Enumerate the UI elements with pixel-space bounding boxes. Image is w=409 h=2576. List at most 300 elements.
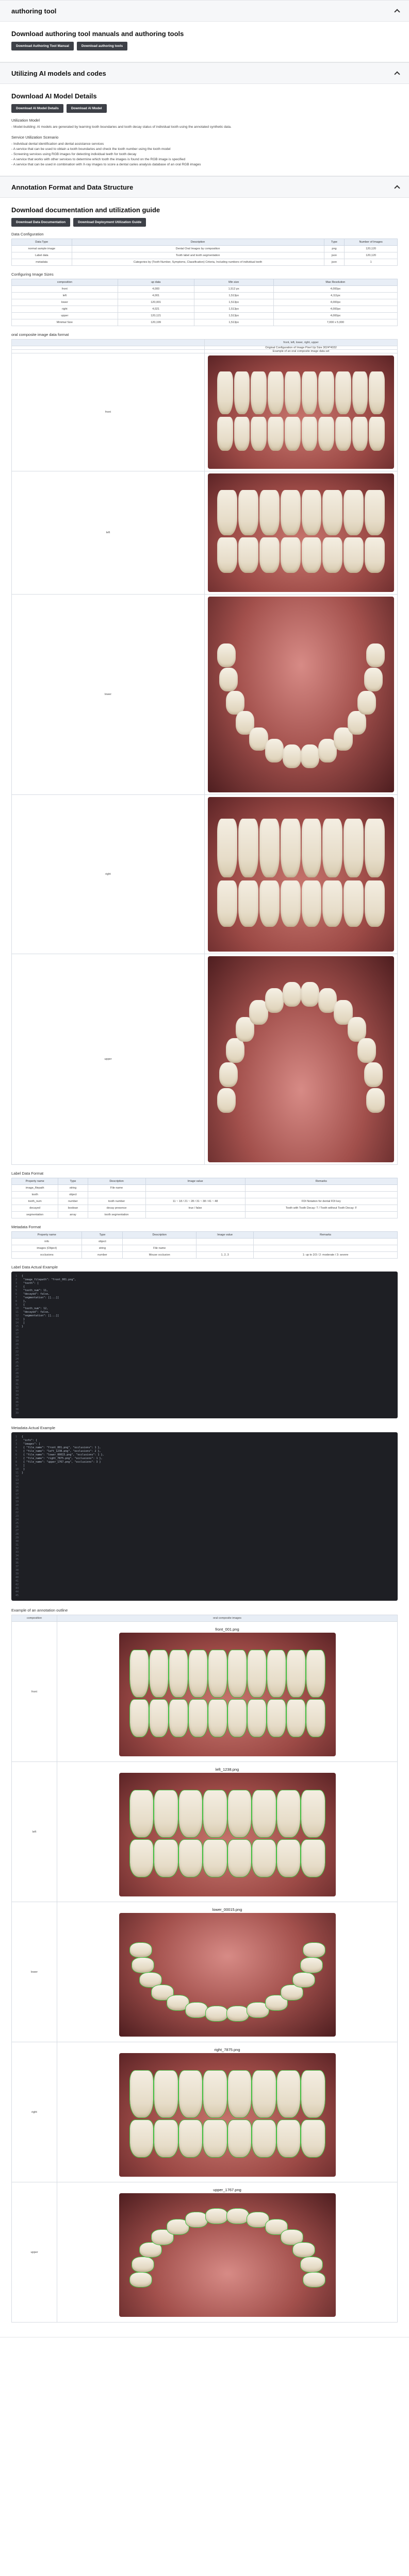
code-line <box>15 1587 394 1590</box>
tooth <box>283 744 301 768</box>
code-line <box>15 1340 394 1343</box>
metadata-format-table <box>11 1231 398 1259</box>
meta-heading: Metadata Format <box>11 1225 41 1229</box>
code-text: { "file_name": "front_001.png", "occlusions": 1 }, <box>22 1446 101 1449</box>
table-row <box>12 246 398 252</box>
service-list <box>11 142 398 167</box>
table-cell: lower <box>12 299 118 306</box>
code-text: ] <box>22 1464 25 1467</box>
code-line <box>15 1275 394 1278</box>
tooth <box>285 417 301 451</box>
figure-card <box>114 1907 341 2037</box>
upper-row <box>217 490 385 535</box>
figure-card <box>114 2188 341 2317</box>
line-number: 29 <box>15 1536 19 1539</box>
column-header: front, left, lower, right, upper <box>205 340 398 346</box>
upper-row <box>130 1650 325 1697</box>
table-cell <box>245 1212 397 1218</box>
table-header-row <box>12 340 398 346</box>
table-row <box>12 350 398 353</box>
table-cell: decay presence <box>88 1205 145 1212</box>
tooth <box>265 988 284 1013</box>
table-cell: 4,001 <box>118 293 194 299</box>
code-line <box>15 1394 394 1397</box>
tooth <box>306 1700 325 1737</box>
tooth <box>238 819 258 877</box>
table-cell: tooth_num <box>12 1198 58 1205</box>
line-number: 34 <box>15 1554 19 1557</box>
line-number: 2 <box>15 1439 18 1442</box>
line-number: 8 <box>15 1461 18 1464</box>
tooth <box>130 1943 152 1958</box>
table-cell: occlusions <box>12 1252 82 1259</box>
line-number: 16 <box>15 1329 19 1332</box>
line-number: 32 <box>15 1547 19 1550</box>
tooth <box>364 1062 383 1087</box>
code-line <box>15 1554 394 1558</box>
table-cell: Dental Oral Images by composition <box>72 246 324 252</box>
column-header: Description <box>123 1232 197 1239</box>
service-line: - Screening services using RGB images for detecting individual teeth for tooth decay <box>11 152 137 156</box>
tooth <box>352 417 368 451</box>
tooth <box>234 417 250 451</box>
tooth <box>227 2209 249 2224</box>
tooth <box>301 1840 325 1877</box>
tooth <box>365 819 385 877</box>
code-text: { "file_name": "lower_00015.png", "occlusions": 1 }, <box>22 1453 104 1456</box>
figure-title: front_001.png <box>215 1627 239 1632</box>
table-cell: upper <box>12 313 118 319</box>
tooth <box>252 2120 276 2157</box>
tooth <box>228 1700 247 1737</box>
composite-table <box>11 339 398 1165</box>
table-row <box>12 1902 398 2042</box>
tooth <box>301 2071 325 2117</box>
photo-cell <box>205 353 398 471</box>
tooth <box>285 371 301 415</box>
tooth <box>217 880 237 927</box>
table-header-row <box>12 1232 398 1239</box>
tooth <box>301 1790 325 1837</box>
code-line <box>15 1536 394 1540</box>
table-cell: boolean <box>58 1205 88 1212</box>
table-cell: tooth segmentation <box>88 1212 145 1218</box>
line-number: 5 <box>15 1450 18 1453</box>
code-line <box>15 1583 394 1587</box>
line-number: 33 <box>15 1551 19 1554</box>
lower-row <box>217 537 385 573</box>
table-row <box>12 1205 398 1212</box>
table-cell: File name <box>123 1245 197 1252</box>
code-line <box>15 1562 394 1565</box>
section-header-authoring-tool[interactable] <box>0 0 409 22</box>
table-cell: File name <box>88 1185 145 1192</box>
tooth <box>259 490 280 535</box>
table-cell: 7,000 x 5,000 <box>273 319 397 326</box>
row-label: left <box>12 471 205 595</box>
chevron-up-icon[interactable] <box>394 70 401 77</box>
code-text: { "file_name": "right_7875.png", "occlusions": 1 }, <box>22 1457 103 1460</box>
line-number: 11 <box>15 1311 19 1314</box>
table-row <box>12 1762 398 1902</box>
code-line <box>15 1522 394 1526</box>
oral-photo <box>119 1633 336 1756</box>
line-number: 1 <box>15 1275 18 1278</box>
table-cell: 120,120 <box>345 252 398 259</box>
line-number: 10 <box>15 1468 19 1471</box>
tooth <box>283 982 301 1007</box>
table-cell: 4,000 <box>118 286 194 293</box>
line-number: 34 <box>15 1394 19 1397</box>
code-line <box>15 1336 394 1340</box>
tooth <box>259 819 280 877</box>
table-cell: 1,513px <box>194 306 273 313</box>
tooth <box>208 1650 227 1697</box>
tooth <box>186 2212 207 2227</box>
figure-cell <box>57 1902 398 2042</box>
line-number: 36 <box>15 1562 19 1565</box>
code-line <box>15 1533 394 1536</box>
table-cell <box>145 1192 245 1198</box>
table-row <box>12 2042 398 2182</box>
tooth <box>179 1790 203 1837</box>
table-cell: 1, 2, 3 <box>197 1252 254 1259</box>
tooth <box>217 490 237 535</box>
tooth <box>217 371 233 415</box>
table-header-row <box>12 1615 398 1622</box>
tooth <box>169 1650 188 1697</box>
tooth <box>130 2120 154 2157</box>
table-cell: 120,121 <box>118 313 194 319</box>
line-number: 24 <box>15 1518 19 1521</box>
tooth <box>238 537 258 573</box>
line-number: 8 <box>15 1300 18 1303</box>
code-line <box>15 1486 394 1489</box>
code-line <box>15 1289 394 1293</box>
lower-row <box>130 1700 325 1737</box>
section-header-ai[interactable] <box>0 62 409 84</box>
meta-json-heading: Metadata Actual Example <box>11 1426 56 1430</box>
annotation-example-table <box>11 1615 398 2323</box>
oral-photo <box>119 2193 336 2317</box>
code-line <box>15 1526 394 1529</box>
table-cell: Categories by (Tooth Number, Symptoms, Classification) Criteria, Including numbers of individual teeth <box>72 259 324 266</box>
table-cell: front <box>12 286 118 293</box>
tooth <box>343 490 364 535</box>
table-row <box>12 795 398 954</box>
code-text: } <box>22 1468 25 1471</box>
table-cell: string <box>58 1185 88 1192</box>
upper-row <box>217 371 385 415</box>
code-line <box>15 1397 394 1401</box>
table-cell <box>145 1212 245 1218</box>
code-text: "segmentation": [[...]] <box>22 1296 59 1299</box>
line-number: 43 <box>15 1587 19 1590</box>
table-cell: object <box>58 1192 88 1198</box>
code-line <box>15 1296 394 1300</box>
tooth <box>267 1650 286 1697</box>
code-line <box>15 1318 394 1321</box>
section-title: Utilizing AI models and codes <box>11 69 106 77</box>
code-line <box>15 1461 394 1464</box>
tooth <box>203 1840 227 1877</box>
line-number: 13 <box>15 1318 19 1321</box>
tooth <box>132 2257 154 2272</box>
tooth <box>318 371 334 415</box>
tooth <box>189 1700 207 1737</box>
table-cell: 4,000px <box>273 306 397 313</box>
line-number: 25 <box>15 1522 19 1525</box>
tooth <box>179 2120 203 2157</box>
table-cell: number <box>58 1198 88 1205</box>
code-line <box>15 1482 394 1486</box>
column-header: Type <box>82 1232 123 1239</box>
code-line <box>15 1307 394 1311</box>
oral-photo <box>208 473 394 592</box>
code-line <box>15 1479 394 1482</box>
code-text: "tooth": [ <box>22 1282 39 1285</box>
tooth <box>369 371 385 415</box>
upper-row <box>130 1790 325 1837</box>
table-cell: left <box>12 293 118 299</box>
table-cell: array <box>58 1212 88 1218</box>
code-line <box>15 1368 394 1372</box>
section-title: Annotation Format and Data Structure <box>11 183 134 191</box>
line-number: 28 <box>15 1533 19 1536</box>
table-cell: 4,000px <box>273 286 397 293</box>
tooth <box>186 2003 207 2018</box>
line-number: 3 <box>15 1443 18 1446</box>
code-text: "tooth_num": 12, <box>22 1307 48 1310</box>
code-line <box>15 1325 394 1329</box>
line-number: 3 <box>15 1282 18 1285</box>
table-row <box>12 252 398 259</box>
tooth <box>322 537 342 573</box>
tooth <box>217 643 236 667</box>
section-header-annotation[interactable] <box>0 176 409 198</box>
code-line <box>15 1303 394 1307</box>
tooth <box>217 537 237 573</box>
ai-panel <box>0 84 409 176</box>
column-header: Type <box>324 239 345 246</box>
code-line <box>15 1412 394 1415</box>
line-number: 15 <box>15 1325 19 1328</box>
download-ai-model-button[interactable]: Download AI Model <box>67 104 107 113</box>
table-row <box>12 313 398 319</box>
tooth <box>365 490 385 535</box>
table-cell: Minimal Size <box>12 319 118 326</box>
tooth <box>281 819 301 877</box>
annotation-panel <box>0 198 409 2337</box>
table-cell: 4,000px <box>273 313 397 319</box>
tooth <box>301 2257 322 2272</box>
utilization-text: - Model-building: AI models are generated by learning tooth boundaries and tooth decay status of individual tooth using the annotated synthetic data. <box>11 125 232 129</box>
line-number: 7 <box>15 1457 18 1460</box>
code-line <box>15 1453 394 1457</box>
tooth <box>277 1790 301 1837</box>
table-cell: info <box>12 1239 82 1245</box>
tooth <box>206 2006 227 2021</box>
line-number: 9 <box>15 1464 18 1467</box>
code-text: "segmentation": [[...]] <box>22 1314 59 1317</box>
table-cell: right <box>12 306 118 313</box>
tooth <box>226 1038 244 1063</box>
table-cell: 4,021 <box>118 306 194 313</box>
tooth <box>130 1840 154 1877</box>
download-guide-button[interactable]: Download Deployment Utilization Guide <box>73 218 146 227</box>
table-cell: 1,513px <box>194 319 273 326</box>
table-header-row <box>12 239 398 246</box>
line-number: 1 <box>15 1435 18 1438</box>
download-data-doc-button[interactable]: Download Data Documentation <box>11 218 70 227</box>
oral-photo <box>119 1773 336 1896</box>
upper-row <box>217 819 385 877</box>
line-number: 19 <box>15 1500 19 1503</box>
oral-photo <box>208 956 394 1162</box>
tooth <box>302 819 322 877</box>
table-row <box>12 299 398 306</box>
line-number: 4 <box>15 1285 18 1289</box>
tooth <box>369 417 385 451</box>
code-line <box>15 1446 394 1450</box>
lower-row <box>217 880 385 927</box>
line-number: 11 <box>15 1471 19 1475</box>
code-line <box>15 1489 394 1493</box>
service-line: - A service that can be used in combination with X-ray images to score a dental caries analysis database of an oral RGB images <box>11 163 201 166</box>
code-line <box>15 1572 394 1576</box>
download-ai-details-button[interactable]: Download AI Model Details <box>11 104 63 113</box>
column-header: oral composite images <box>57 1615 398 1622</box>
line-number: 20 <box>15 1343 19 1346</box>
download-tools-button[interactable]: Download authoring tools <box>77 42 127 50</box>
code-line <box>15 1540 394 1544</box>
tooth <box>293 1973 315 1988</box>
code-line <box>15 1383 394 1386</box>
table-cell: Label data <box>12 252 72 259</box>
column-header: Data Type <box>12 239 72 246</box>
tooth <box>252 1840 276 1877</box>
table-row <box>12 1192 398 1198</box>
table-cell: string <box>82 1245 123 1252</box>
line-number: 31 <box>15 1544 19 1547</box>
tooth <box>203 1790 227 1837</box>
column-header <box>12 340 205 346</box>
table-row <box>12 353 398 471</box>
table-row <box>12 2182 398 2323</box>
table-cell: FDI Notation for dental FDI key <box>245 1198 397 1205</box>
row-label: left <box>12 1762 57 1902</box>
figure-cell <box>57 2042 398 2182</box>
tooth <box>248 1650 266 1697</box>
code-line <box>15 1285 394 1289</box>
code-text: { <box>22 1435 24 1438</box>
table-cell: metadata <box>12 259 72 266</box>
figure-title: lower_00015.png <box>212 1907 242 1912</box>
tooth <box>365 537 385 573</box>
table-cell: segmentation <box>12 1212 58 1218</box>
section-title: authoring tool <box>11 7 57 15</box>
code-text: } <box>22 1318 25 1321</box>
figure-card <box>114 1627 341 1756</box>
row-label: upper <box>12 954 205 1165</box>
line-number: 23 <box>15 1354 19 1357</box>
tooth <box>189 1650 207 1697</box>
label-heading: Label Data Format <box>11 1171 44 1176</box>
table-cell <box>254 1245 398 1252</box>
line-number: 23 <box>15 1515 19 1518</box>
code-line <box>15 1569 394 1572</box>
row-label: front <box>12 353 205 471</box>
code-line <box>15 1464 394 1468</box>
tooth <box>267 1700 286 1737</box>
column-header: Description <box>88 1178 145 1185</box>
chevron-up-icon[interactable] <box>394 7 401 14</box>
upper-row <box>130 2071 325 2117</box>
tooth <box>302 417 318 451</box>
code-line <box>15 1390 394 1394</box>
line-number: 5 <box>15 1289 18 1292</box>
code-text: }, <box>22 1300 27 1303</box>
line-number: 44 <box>15 1590 19 1594</box>
table-row <box>12 1239 398 1245</box>
oral-photo <box>119 2053 336 2177</box>
table-row <box>12 319 398 326</box>
download-manual-button[interactable]: Download Authoring Tool Manual <box>11 42 74 50</box>
tooth <box>252 2071 276 2117</box>
line-number: 33 <box>15 1390 19 1393</box>
code-line <box>15 1354 394 1358</box>
column-header: Property name <box>12 1178 58 1185</box>
code-text: { <box>22 1275 24 1278</box>
code-line <box>15 1547 394 1551</box>
tooth <box>203 2071 227 2117</box>
tooth <box>366 1088 385 1113</box>
line-number: 38 <box>15 1569 19 1572</box>
line-number: 26 <box>15 1526 19 1529</box>
code-line <box>15 1332 394 1336</box>
code-text: ] <box>22 1321 25 1325</box>
line-number: 31 <box>15 1383 19 1386</box>
code-line <box>15 1386 394 1390</box>
photo-cell <box>205 795 398 954</box>
lower-row <box>130 1840 325 1877</box>
table-cell: 1,513px <box>194 293 273 299</box>
tooth <box>302 880 322 927</box>
figure-card <box>114 2047 341 2177</box>
code-text: { "file_name": "upper_1767.png", "occlusions": 3 } <box>22 1461 101 1464</box>
figure-title: right_7875.png <box>214 2047 240 2052</box>
tooth <box>228 2071 252 2117</box>
figure-cell <box>57 2182 398 2323</box>
tooth <box>335 371 351 415</box>
chevron-up-icon[interactable] <box>394 183 401 191</box>
table-row <box>12 1245 398 1252</box>
data-config-table <box>11 239 398 266</box>
line-number: 22 <box>15 1350 19 1353</box>
oral-photo <box>119 1913 336 2037</box>
code-line <box>15 1314 394 1318</box>
tooth <box>228 2120 252 2157</box>
line-number: 37 <box>15 1565 19 1568</box>
line-number: 32 <box>15 1386 19 1389</box>
table-cell: true / false <box>145 1205 245 1212</box>
column-header: Description <box>72 239 324 246</box>
row-label: front <box>12 1622 57 1762</box>
tooth <box>303 1943 325 1958</box>
example-heading: Example of an annotation outline <box>11 1608 68 1613</box>
line-number: 39 <box>15 1572 19 1575</box>
code-line <box>15 1401 394 1404</box>
